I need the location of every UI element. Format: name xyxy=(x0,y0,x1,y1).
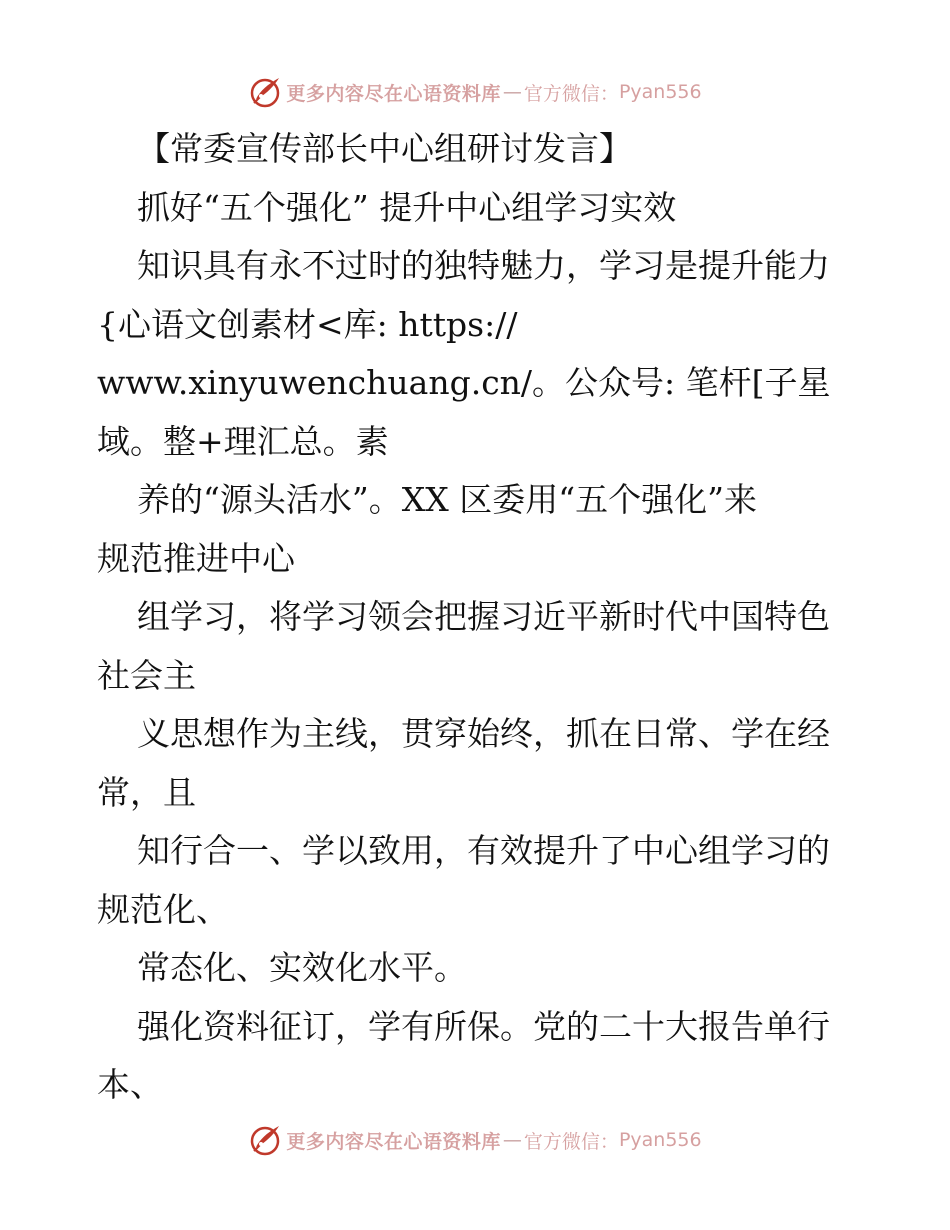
banner-wechat-label: 官方微信： xyxy=(523,1130,619,1153)
paragraph-line: 规范化、 xyxy=(97,889,229,929)
paragraph-line: 域。整+理汇总。素 xyxy=(97,421,389,461)
banner-brand-text: 更多内容尽在心语资料库 xyxy=(286,1130,501,1153)
paragraph-line: 常态化、实效化水平。 xyxy=(137,948,467,987)
quill-pen-circle-icon xyxy=(248,1123,282,1157)
banner-wechat-id: Pyan556 xyxy=(618,81,702,103)
banner-wechat-id: Pyan556 xyxy=(618,1129,702,1151)
paragraph-line: 强化资料征订，学有所保。党的二十大报告单行 xyxy=(137,1006,830,1046)
document-body xyxy=(97,120,867,1115)
paragraph-line: 社会主 xyxy=(97,655,196,695)
document-heading: 【常委宣传部长中心组研讨发言】 xyxy=(137,129,632,168)
document-title: 抓好“五个强化” 提升中心组学习实效 xyxy=(137,187,677,227)
paragraph-line: www.xinyuwenchuang.cn/。公众号: 笔杆[子星 xyxy=(97,363,831,402)
paragraph-line: 知行合一、学以致用，有效提升了中心组学习的 xyxy=(137,831,830,870)
paragraph-line: 知识具有永不过时的独特魅力，学习是提升能力 xyxy=(137,246,830,285)
paragraph-line: 义思想作为主线，贯穿始终，抓在日常、学在经 xyxy=(137,714,830,753)
footer-banner xyxy=(0,1120,950,1160)
banner-separator: — xyxy=(502,81,522,103)
banner-separator: — xyxy=(502,1129,522,1151)
paragraph-line: {心语文创素材<库: https:// xyxy=(97,304,518,344)
header-banner xyxy=(0,72,950,112)
quill-pen-circle-icon xyxy=(248,75,282,109)
paragraph-line: 常，且 xyxy=(97,772,196,812)
paragraph-line: 组学习，将学习领会把握习近平新时代中国特色 xyxy=(137,597,830,636)
banner-brand-text: 更多内容尽在心语资料库 xyxy=(286,82,501,105)
paragraph-line: 规范推进中心 xyxy=(97,538,295,578)
banner-wechat-label: 官方微信： xyxy=(523,82,619,105)
paragraph-line: 本、 xyxy=(97,1065,163,1104)
paragraph-line: 养的“源头活水”。XX 区委用“五个强化”来 xyxy=(137,480,757,519)
